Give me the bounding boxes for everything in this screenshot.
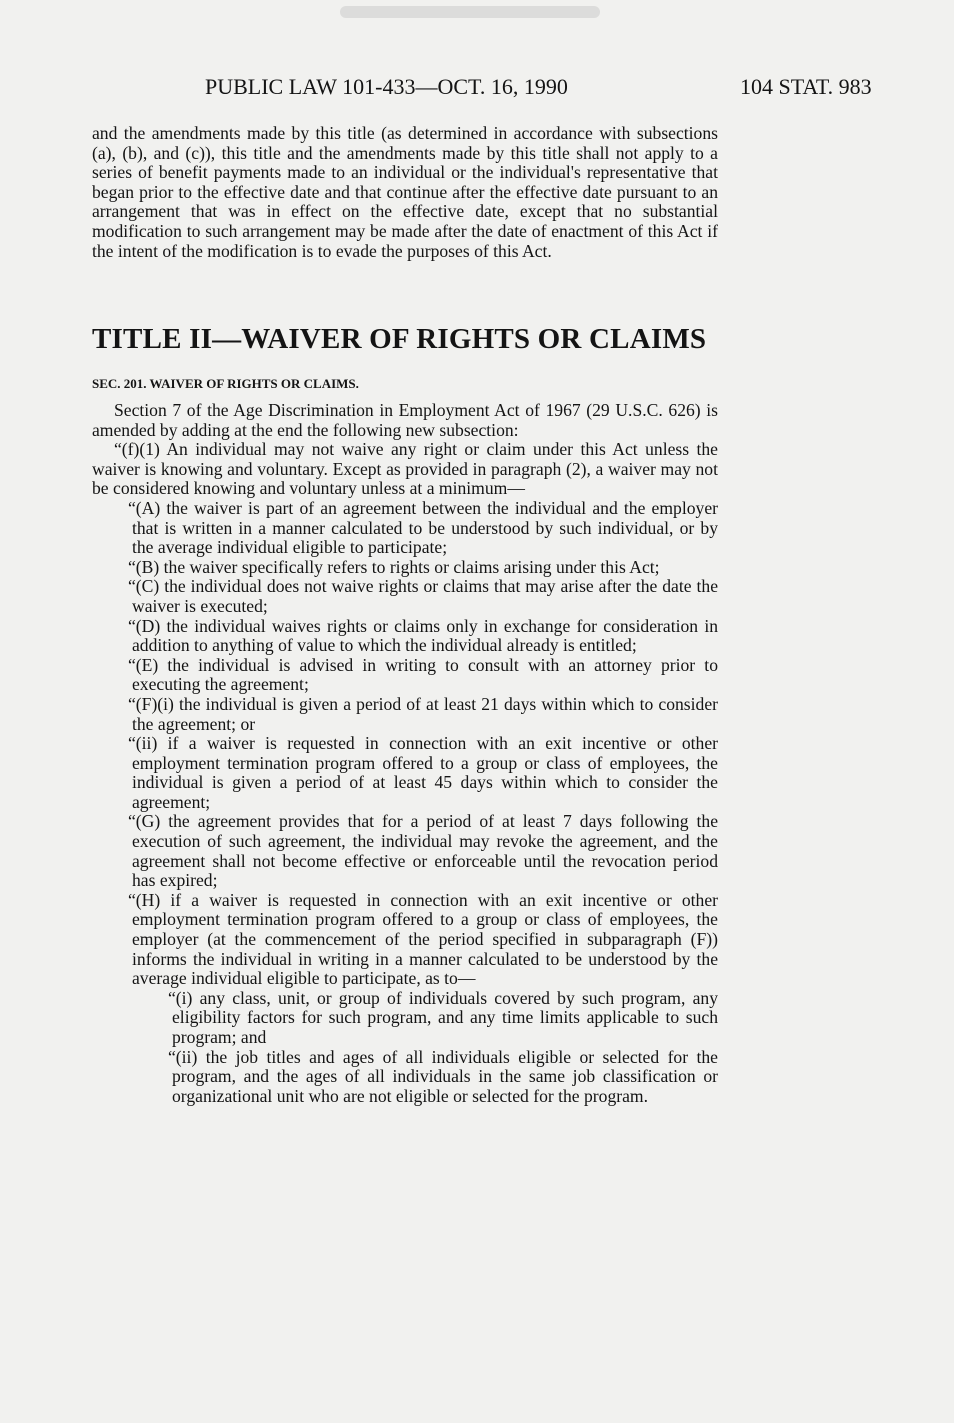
item-H: “(H) if a waiver is requested in connection with an exit incentive or other employment termination program offered to a group or class of employees, the employer (at the commencement of the period specified in subparagraph (F)) informs the individual in writing in a manner calculated to be understood by the average individual eligible to participate, as to—	[128, 889, 718, 989]
item-B: “(B) the waiver specifically refers to rights or claims arising under this Act;	[128, 556, 660, 577]
scan-smudge	[340, 6, 600, 18]
header-title: PUBLIC LAW 101-433—OCT. 16, 1990	[205, 74, 568, 99]
item-A: “(A) the waiver is part of an agreement between the individual and the employer that is written in a manner calculated to be understood by such individual, or by the average individual eligible to participate;	[128, 497, 718, 558]
intro-paragraph: and the amendments made by this title (as determined in accordance with subsections (a), (b), and (c)), this title and the amendments made by this title shall not apply to a series of benefit payments made to an individual or the individual's representative that began prior to the effective date and that continue after the effective date pursuant to an arrangement that was in effect on the effective date, except that no substantial modification to such arrangement may be made after the date of enactment of this Act if the intent of the modification is to evade the purposes of this Act.	[92, 123, 718, 261]
paragraph-f1: “(f)(1) An individual may not waive any right or claim under this Act unless the waiver is knowing and voluntary. Except as provided in paragraph (2), a waiver may not be considered knowing and voluntary unless at a minimum—	[92, 439, 718, 499]
section-intro: Section 7 of the Age Discrimination in Employment Act of 1967 (29 U.S.C. 626) is amended by adding at the end the following new subsection:	[92, 400, 718, 440]
item-H-i: “(i) any class, unit, or group of individuals covered by such program, any eligibility factors for such program, and any time limits applicable to such program; and	[168, 987, 718, 1047]
section-heading: SEC. 201. WAIVER OF RIGHTS OR CLAIMS.	[92, 376, 359, 391]
page-header	[0, 74, 954, 104]
item-D: “(D) the individual waives rights or claims only in exchange for consideration in addition to anything of value to which the individual already is entitled;	[128, 615, 718, 656]
item-F-i: “(F)(i) the individual is given a period of at least 21 days within which to consider the agreement; or	[128, 693, 718, 734]
header-page-number: 104 STAT. 983	[740, 74, 872, 99]
item-G: “(G) the agreement provides that for a period of at least 7 days following the execution of such agreement, the individual may revoke the agreement, and the agreement shall not become effective or enforceable until the revocation period has expired;	[128, 811, 718, 891]
intro-block	[92, 124, 718, 261]
title-heading: TITLE II—WAIVER OF RIGHTS OR CLAIMS	[92, 323, 707, 355]
item-H-ii: “(ii) the job titles and ages of all individuals eligible or selected for the program, and the ages of all individuals in the same job classification or organizational unit who are not eligible or selected for the program.	[168, 1046, 718, 1106]
item-E: “(E) the individual is advised in writing to consult with an attorney prior to executing the agreement;	[128, 654, 718, 695]
item-F-ii: “(ii) if a waiver is requested in connection with an exit incentive or other employment termination program offered to a group or class of employees, the individual is given a period of at least 45 days within which to consider the agreement;	[128, 733, 718, 812]
item-C: “(C) the individual does not waive rights or claims that may arise after the date the waiver is executed;	[128, 576, 718, 616]
section-text	[92, 401, 718, 1106]
